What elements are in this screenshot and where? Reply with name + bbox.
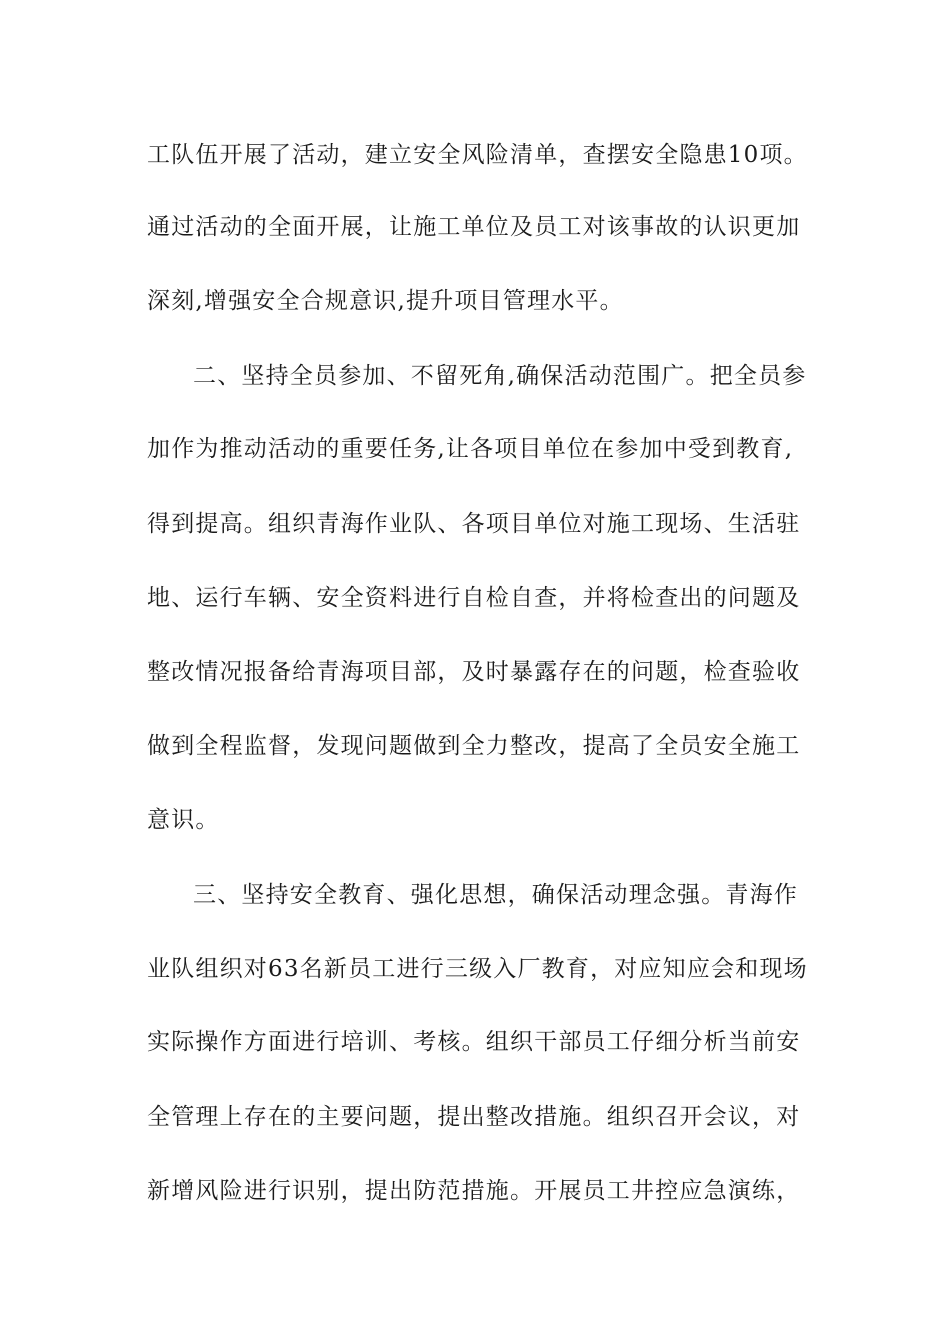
text-line: 整改情况报备给青海项目部，及时暴露存在的问题，检查验收 [147,659,801,685]
paragraph-3-first-line: 三、坚持安全教育、强化思想，确保活动理念强。青海作 [193,882,798,908]
text-line: 得到提高。组织青海作业队、各项目单位对施工现场、生活驻 [147,511,801,537]
text-line: 加作为推动活动的重要任务,让各项目单位在参加中受到教育, [147,436,794,462]
text-line: 全管理上存在的主要问题，提出整改措施。组织召开会议，对 [147,1104,801,1130]
text-line: 新增风险进行识别，提出防范措施。开展员工井控应急演练， [147,1178,801,1204]
text-line: 实际操作方面进行培训、考核。组织干部员工仔细分析当前安 [147,1029,801,1055]
text-line: 地、运行车辆、安全资料进行自检自查，并将检查出的问题及 [147,585,801,611]
text-line: 通过活动的全面开展，让施工单位及员工对该事故的认识更加 [147,214,801,240]
paragraph-2-first-line: 二、坚持全员参加、不留死角,确保活动范围广。把全员参 [193,363,807,389]
text-line: 业队组织对63名新员工进行三级入厂教育，对应知应会和现场 [147,956,808,982]
text-line: 深刻,增强安全合规意识,提升项目管理水平。 [147,288,624,314]
text-line: 工队伍开展了活动，建立安全风险清单，查摆安全隐患10项。 [147,142,808,168]
text-line: 做到全程监督，发现问题做到全力整改，提高了全员安全施工 [147,733,801,759]
text-line: 意识。 [147,807,220,833]
